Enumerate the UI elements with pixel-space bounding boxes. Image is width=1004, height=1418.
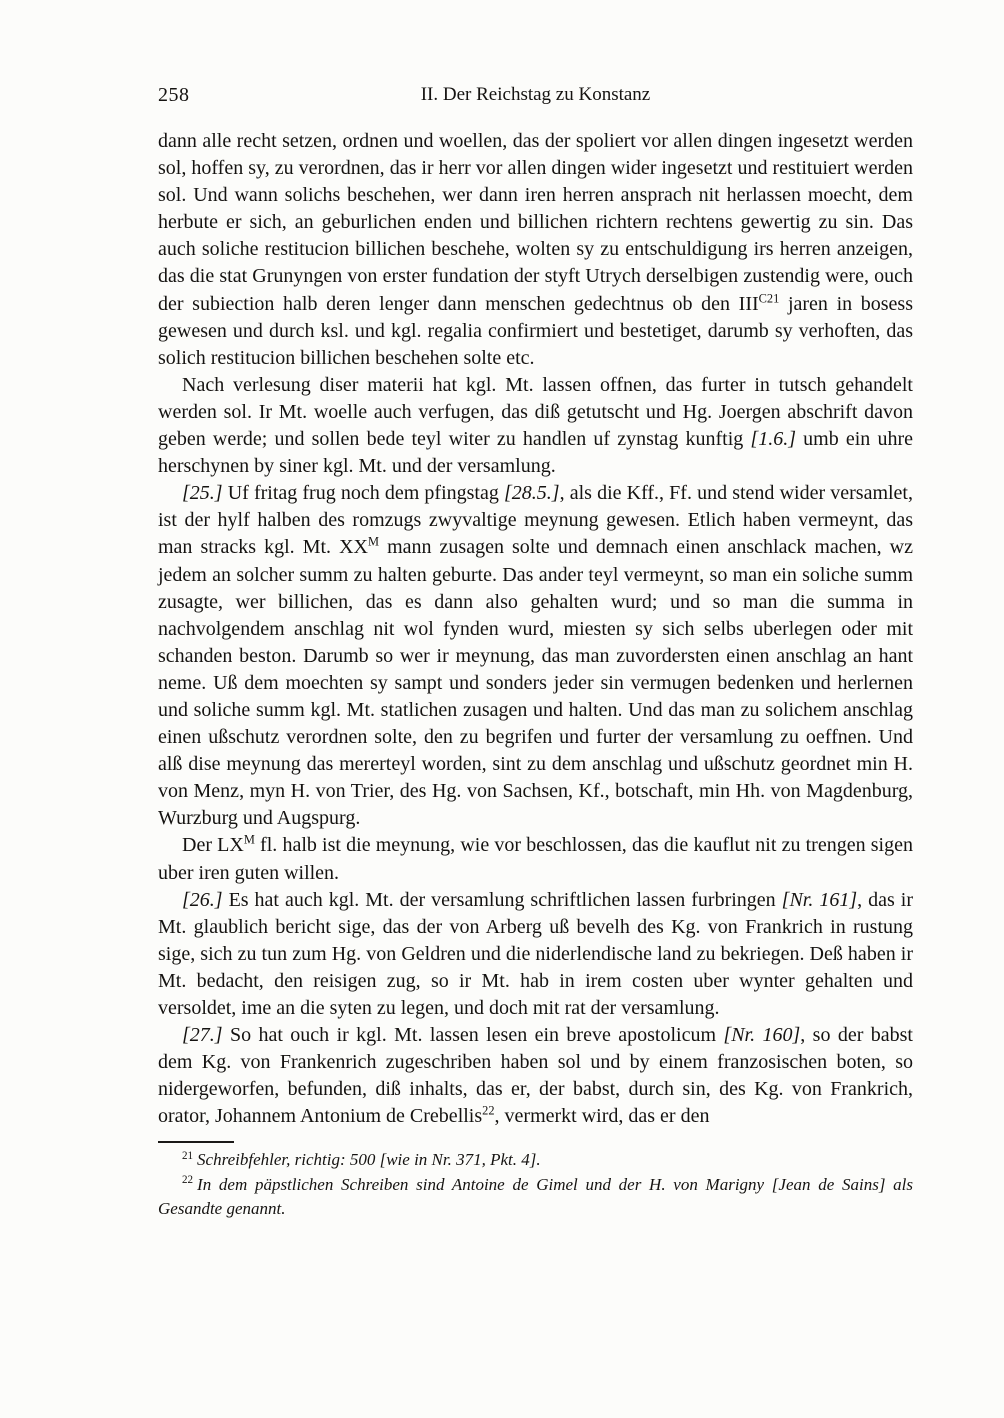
editorial-note: [25.] — [182, 482, 223, 505]
editorial-note: [28.5.] — [504, 482, 560, 505]
text-segment: , vermerkt wird, das er den — [494, 1105, 710, 1128]
body-paragraph — [158, 1022, 913, 1130]
running-header: II. Der Reichstag zu Konstanz — [420, 84, 651, 105]
footnote-marker: 22 — [182, 1174, 194, 1187]
text-block — [158, 128, 913, 1130]
text-segment: mann zusagen solte und demnach einen anschlack machen, wz jedem an solcher summ zu halten geburte. Das ander teyl vermeynt, so man ein soliche summ zusagte, wer billichen, das es dann also gehalten wurd; und so man die summa in nachvolgendem anschlag nit wol fynden wurd, miesten sy sich selbs uberlegen oder mit schanden beston. Darumb so wer ir meynung, das man zuvordersten einen anschlag an hant neme. Uß dem moechten sy sampt und sonders jeder sin vermugen bedenken und herlernen und soliche summ kgl. Mt. statlichen zusagen und halten. Und das man zu solichem anschlag einen ußschutz verordnen solte, den zu begrifen und furter der versamlung zu oeffnen. Und alß dise meynung das mererteyl worden, sint zu dem anschlag und ußschutz geordnet min H. von Menz, myn H. von Trier, des Hg. von Sachsen, Kf., botschaft, min Hh. von Magdenburg, Wurzburg und Augspurg. — [158, 536, 913, 830]
footnote-separator — [158, 1141, 234, 1143]
editorial-note: [Nr. 160] — [723, 1024, 801, 1047]
text-segment: , das ir Mt. glaublich bericht sige, das der von Arberg uß bevelh des Kg. von Frankrich in rustung sige, sich zu tun zum Hg. von Geldren und die niderlendische land zu bekriegen. Deß haben ir Mt. bedacht, den reisigen zug, so ir Mt. hab in irem costen uber wynter gehalten und versoldet, ime an die syten zu legen, und doch mit rat der versamlung. — [158, 888, 913, 1019]
footnote — [158, 1173, 913, 1222]
body-paragraph — [158, 480, 913, 832]
editorial-note: [27.] — [182, 1024, 223, 1047]
superscript: M — [367, 534, 380, 549]
text-segment: jaren in bosess gewesen und durch ksl. und kgl. regalia confirmiert und bestetiget, darumb sy verhoften, das solich restitucion billichen beschehen solte etc. — [158, 292, 913, 369]
footnote-text: Schreibfehler, richtig: 500 [wie in Nr. 371, Pkt. 4]. — [197, 1150, 541, 1170]
editorial-note: [26.] — [182, 888, 223, 911]
body-paragraph — [158, 128, 913, 372]
footnote-ref: 22 — [482, 1103, 495, 1118]
superscript: C — [758, 290, 767, 305]
text-segment: umb ein uhre herschynen by siner kgl. Mt. und der versamlung. — [158, 428, 914, 478]
footnote-text: In dem päpstlichen Schreiben sind Antoine de Gimel und der H. von Marigny [Jean de Sains] als Gesandte genannt. — [158, 1174, 913, 1219]
footnote-section — [158, 1148, 913, 1222]
text-segment: , so der babst dem Kg. von Frankenrich zugeschriben haben sol und by einem franzosischen boten, so nidergeworfen, befunden, diß inhalts, das er, der babst, durch sin, des Kg. von Frankrich, orator, Johannem Antonium de Crebellis — [158, 1024, 913, 1128]
text-segment: , als die Kff., Ff. und stend wider versamlet, ist der hylf halben des romzugs zwyvaltige meynung gewesen. Etlich haben vermeynt, das man stracks kgl. Mt. XX — [158, 482, 913, 559]
footnote — [158, 1148, 913, 1173]
footnote-ref: 21 — [766, 290, 780, 305]
text-segment: Der LX — [182, 834, 244, 857]
text-segment: fl. halb ist die meynung, wie vor beschlossen, das die kauflut nit zu trengen sigen uber iren guten willen. — [158, 834, 913, 884]
text-segment: dann alle recht setzen, ordnen und woellen, das der spoliert vor allen dingen ingesetzt werden sol, hoffen sy, zu verordnen, das ir herr vor allen dingen wider ingesetzt und restituiert werden sol. Und wann solichs beschehen, wer dann iren herren ansprach nit herlassen moecht, dem herbute er sich, an geburlichen enden und billichen richtern rechtens gewertig zu sin. Das auch soliche restitucion billichen beschehe, wolten sy zu entschuldigung irs herren anzeigen, das die stat Grunyngen von erster fundation der styft Utrych derselbigen zustendig were, ouch der subiection halb deren lenger dann menschen gedechtnus ob den III — [158, 130, 913, 315]
editorial-note: [1.6.] — [750, 428, 796, 451]
body-paragraph — [158, 887, 913, 1022]
body-paragraph — [158, 372, 913, 480]
text-segment: Es hat auch kgl. Mt. der versamlung schriftlichen lassen furbringen — [222, 888, 782, 911]
page-header — [158, 84, 913, 108]
body-paragraph — [158, 832, 913, 886]
text-segment: So hat ouch ir kgl. Mt. lassen lesen ein breve apostolicum — [222, 1024, 724, 1047]
footnote-marker: 21 — [182, 1149, 194, 1162]
page-number: 258 — [158, 84, 190, 106]
superscript: M — [243, 832, 255, 847]
text-segment: Uf fritag frug noch dem pfingstag — [222, 482, 504, 505]
editorial-note: [Nr. 161] — [781, 888, 858, 911]
text-segment: Nach verlesung diser materii hat kgl. Mt. lassen offnen, das furter in tutsch gehandelt werden sol. Ir Mt. woelle auch verfugen, das diß getutscht und Hg. Joergen abschrift davon geben werde; und sollen bede teyl witer zu handlen uf zynstag kunftig — [158, 373, 913, 451]
